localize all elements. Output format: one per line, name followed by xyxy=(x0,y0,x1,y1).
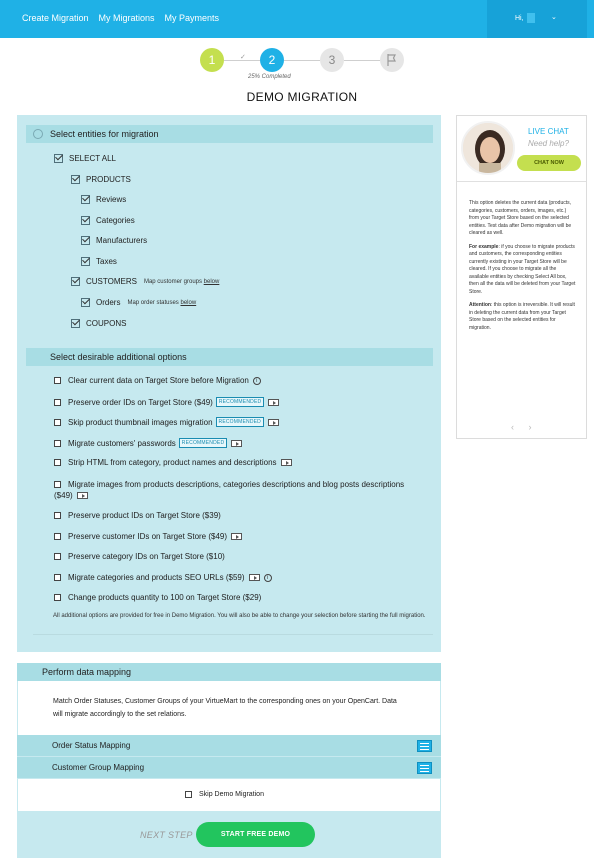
greeting: Hi, xyxy=(515,15,524,22)
entity-coupons[interactable]: COUPONS xyxy=(71,319,126,328)
user-name xyxy=(527,13,535,23)
option-customer-passwords[interactable]: Migrate customers' passwords RECOMMENDED xyxy=(54,438,242,448)
check-circle-icon xyxy=(33,129,43,139)
customers-note: Map customer groups below xyxy=(143,278,220,285)
checkbox[interactable] xyxy=(54,399,61,406)
option-migrate-images[interactable]: Migrate images from products descriptions, categories descriptions and blog posts descriptions ($49) xyxy=(54,480,405,500)
checked-checkbox-icon[interactable] xyxy=(71,175,80,184)
order-status-mapping[interactable]: Order Status Mapping xyxy=(17,735,441,756)
video-icon[interactable] xyxy=(268,419,279,426)
entity-reviews[interactable]: Reviews xyxy=(81,195,126,204)
progress-text: 25% Completed xyxy=(248,74,291,80)
checkbox[interactable] xyxy=(185,791,192,798)
option-strip-html[interactable]: Strip HTML from category, product names and descriptions xyxy=(54,458,292,467)
option-clear-data[interactable]: Clear current data on Target Store before Migration i xyxy=(54,376,261,385)
page-title: DEMO MIGRATION xyxy=(246,90,358,104)
checked-checkbox-icon[interactable] xyxy=(81,195,90,204)
live-chat-card xyxy=(457,116,586,182)
recommended-badge: RECOMMENDED xyxy=(216,417,264,427)
checkbox[interactable] xyxy=(54,533,61,540)
video-icon[interactable] xyxy=(77,492,88,499)
checkbox[interactable] xyxy=(54,512,61,519)
checkbox[interactable] xyxy=(54,440,61,447)
recommended-badge: RECOMMENDED xyxy=(216,397,264,407)
divider xyxy=(33,634,433,635)
entity-customers[interactable]: CUSTOMERS Map customer groups below xyxy=(71,277,219,286)
option-preserve-product-ids[interactable]: Preserve product IDs on Target Store ($39) xyxy=(54,511,221,520)
options-header: Select desirable additional options xyxy=(26,348,433,366)
step-1: 1 xyxy=(200,48,224,72)
carousel-arrows[interactable]: ‹ › xyxy=(511,422,538,432)
option-seo-urls[interactable]: Migrate categories and products SEO URLs ($59) i xyxy=(54,573,272,582)
entities-header-label: Select entities for migration xyxy=(50,129,159,139)
nav-create-migration[interactable]: Create Migration xyxy=(22,13,89,23)
below-link[interactable]: below xyxy=(180,299,197,306)
checkbox[interactable] xyxy=(54,574,61,581)
need-help-text: Need help? xyxy=(528,139,569,148)
entity-products[interactable]: PRODUCTS xyxy=(71,175,131,184)
chat-now-button[interactable]: CHAT NOW xyxy=(517,155,581,171)
checkbox[interactable] xyxy=(54,481,61,488)
live-chat-title: LIVE CHAT xyxy=(528,127,569,136)
checkbox[interactable] xyxy=(54,419,61,426)
checked-checkbox-icon[interactable] xyxy=(71,277,80,286)
checked-checkbox-icon[interactable] xyxy=(81,257,90,266)
checkbox[interactable] xyxy=(54,594,61,601)
option-products-quantity[interactable]: Change products quantity to 100 on Target Store ($29) xyxy=(54,593,261,602)
video-icon[interactable] xyxy=(231,440,242,447)
entity-select-all[interactable]: SELECT ALL xyxy=(54,154,116,163)
flag-icon xyxy=(380,48,404,72)
user-menu[interactable] xyxy=(487,0,587,38)
info-icon[interactable]: i xyxy=(264,574,272,582)
main-nav xyxy=(22,13,219,23)
checked-checkbox-icon[interactable] xyxy=(71,319,80,328)
checked-checkbox-icon[interactable] xyxy=(54,154,63,163)
avatar xyxy=(461,121,515,175)
checked-checkbox-icon[interactable] xyxy=(81,216,90,225)
step-connector xyxy=(344,60,380,61)
skip-demo-option[interactable]: Skip Demo Migration xyxy=(185,791,264,798)
checked-checkbox-icon[interactable] xyxy=(81,236,90,245)
entities-header xyxy=(26,125,433,143)
entity-orders[interactable]: Orders Map order statuses below xyxy=(81,298,196,307)
top-navbar xyxy=(0,0,594,38)
option-preserve-customer-ids[interactable]: Preserve customer IDs on Target Store ($49) xyxy=(54,532,242,541)
next-step-label: NEXT STEP xyxy=(140,830,193,840)
checkbox[interactable] xyxy=(54,553,61,560)
check-icon: ✓ xyxy=(240,54,246,61)
info-icon[interactable]: i xyxy=(253,377,261,385)
chevron-down-icon[interactable]: ⌄ xyxy=(551,14,557,21)
recommended-badge: RECOMMENDED xyxy=(179,438,227,448)
video-icon[interactable] xyxy=(281,459,292,466)
mapping-header: Perform data mapping xyxy=(17,663,441,681)
option-preserve-category-ids[interactable]: Preserve category IDs on Target Store ($10) xyxy=(54,552,225,561)
below-link[interactable]: below xyxy=(203,278,220,285)
list-icon[interactable] xyxy=(417,740,432,752)
spacer xyxy=(17,652,441,663)
mapping-description: Match Order Statuses, Customer Groups of your VirtueMart to the corresponding ones on your OpenCart. Data will migrate accordingly to the set relations. xyxy=(53,698,397,718)
help-sidebar xyxy=(456,115,587,439)
step-2: 2 xyxy=(260,48,284,72)
start-free-demo-button[interactable]: START FREE DEMO xyxy=(196,822,315,847)
entity-manufacturers[interactable]: Manufacturers xyxy=(81,236,147,245)
orders-note: Map order statuses below xyxy=(127,299,197,306)
nav-my-migrations[interactable]: My Migrations xyxy=(98,13,155,23)
list-icon[interactable] xyxy=(417,762,432,774)
help-text: This option deletes the current data (products, categories, customers, orders, images, etc.) from your Target Store based on the selected entities. Test data after Demo migration will be cleared as well. For example: if you choose to migrate products and customers, the corresponding entities currently existing in your Target Store will be cleared. If you choose to migrate all the available entities by checking Select All box, then all the data will be deleted from your Target Store. Attention: this option is irreversible. It will result in deleting the current data from your Target Store based on the selected entities for migration. xyxy=(469,200,576,331)
video-icon[interactable] xyxy=(268,399,279,406)
step-3: 3 xyxy=(320,48,344,72)
customer-group-mapping[interactable]: Customer Group Mapping xyxy=(17,757,441,778)
options-footnote: All additional options are provided for free in Demo Migration. You will also be able to change your selection before starting the full migration. xyxy=(53,613,426,619)
video-icon[interactable] xyxy=(231,533,242,540)
entity-categories[interactable]: Categories xyxy=(81,216,135,225)
nav-my-payments[interactable]: My Payments xyxy=(164,13,220,23)
checkbox[interactable] xyxy=(54,459,61,466)
option-preserve-order-ids[interactable]: Preserve order IDs on Target Store ($49) RECOMMENDED xyxy=(54,397,279,407)
checkbox[interactable] xyxy=(54,377,61,384)
checked-checkbox-icon[interactable] xyxy=(81,298,90,307)
video-icon[interactable] xyxy=(249,574,260,581)
option-skip-thumbnails[interactable]: Skip product thumbnail images migration RECOMMENDED xyxy=(54,417,279,427)
entity-taxes[interactable]: Taxes xyxy=(81,257,117,266)
step-connector xyxy=(284,60,320,61)
